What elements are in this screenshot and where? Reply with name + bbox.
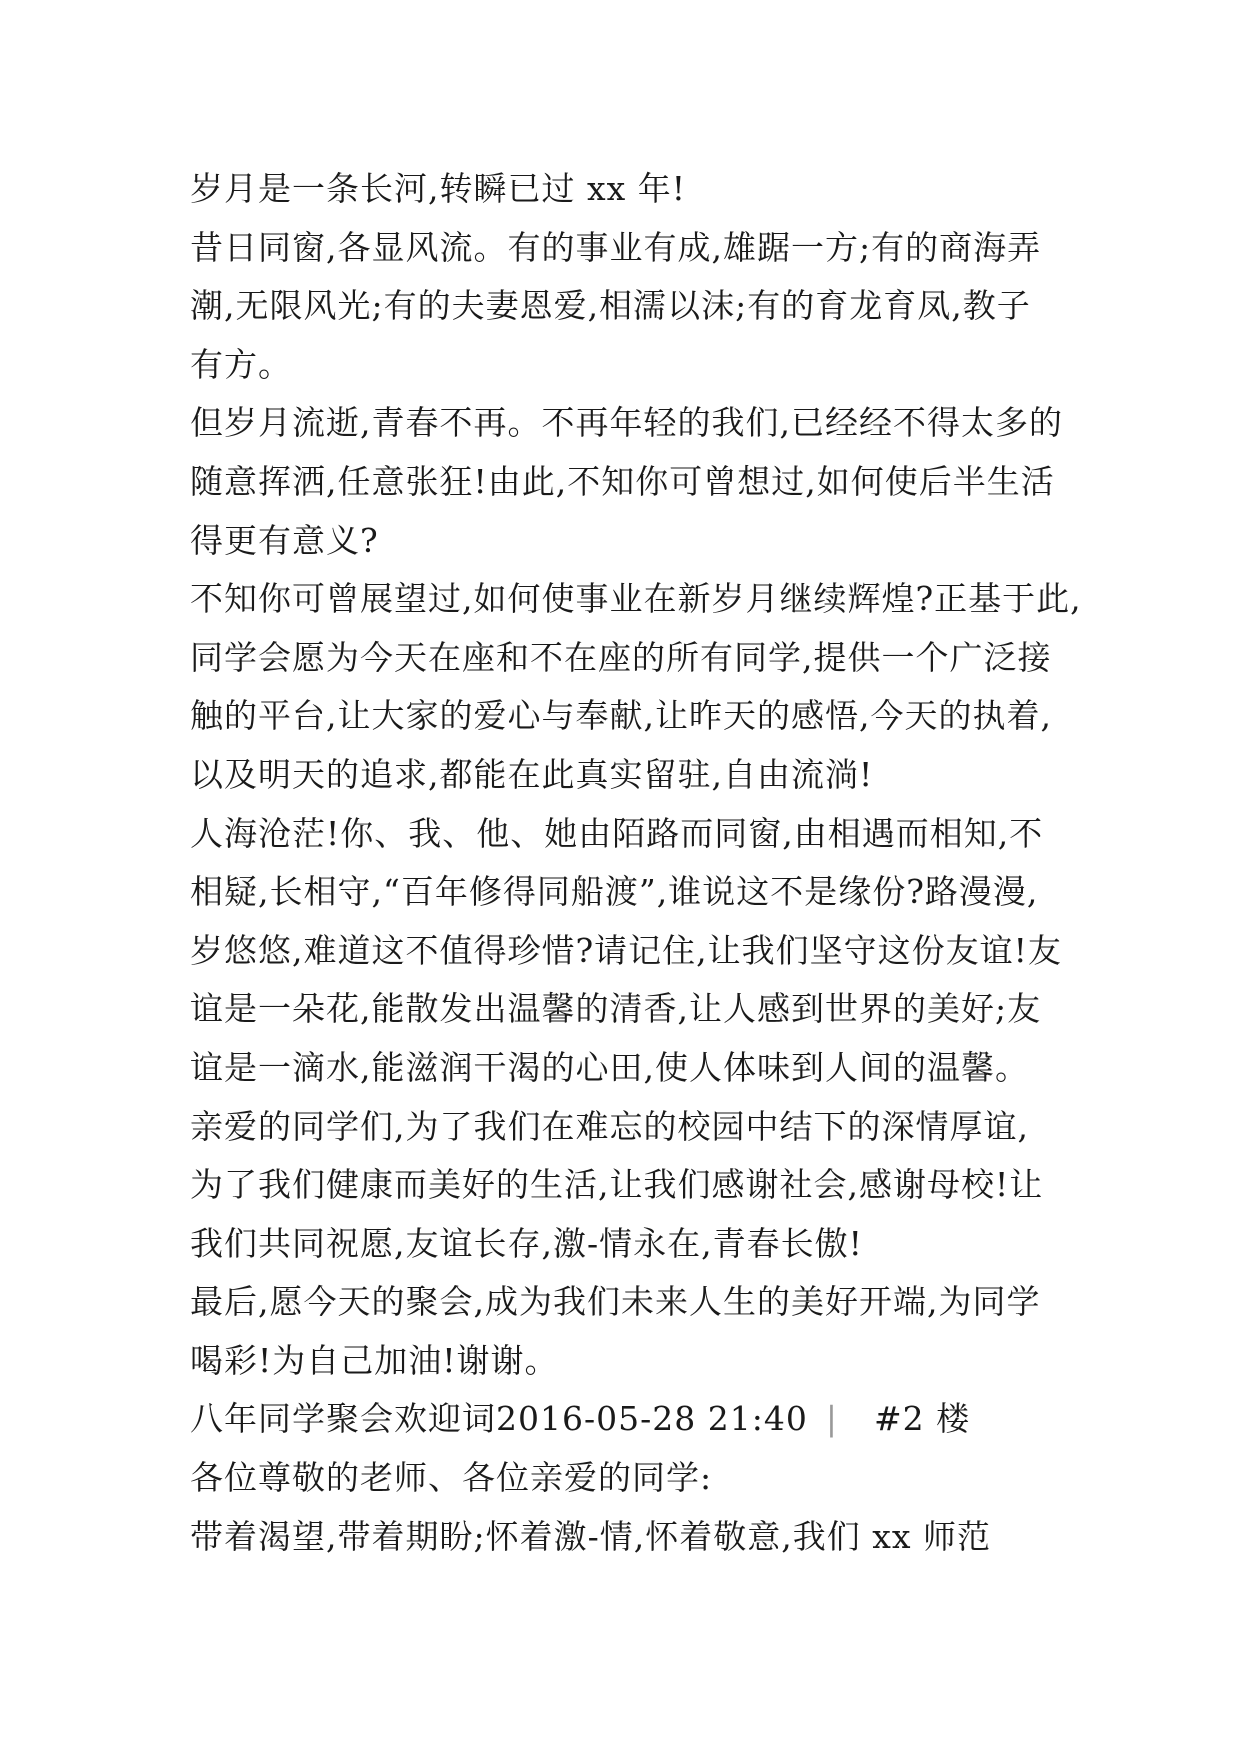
- text-line: 潮,无限风光;有的夫妻恩爱,相濡以沫;有的育龙育凤,教子: [190, 286, 1031, 326]
- text-line: 有方。: [190, 344, 292, 384]
- post-floor: #2 楼: [873, 1399, 971, 1439]
- text-line: 人海沧茫!你、我、他、她由陌路而同窗,由相遇而相知,不: [190, 813, 1044, 853]
- text-line: 得更有意义?: [190, 520, 379, 560]
- text-line: 岁月是一条长河,转瞬已过 xx 年!: [190, 169, 686, 208]
- text-line: 昔日同窗,各显风流。有的事业有成,雄踞一方;有的商海弄: [190, 227, 1042, 267]
- text-line: 最后,愿今天的聚会,成为我们未来人生的美好开端,为同学: [190, 1282, 1041, 1322]
- post-datetime: 2016-05-28 21:40: [496, 1399, 808, 1439]
- text-line: 谊是一滴水,能滋润干渴的心田,使人体味到人间的温馨。: [190, 1047, 1029, 1087]
- post-header: [190, 1390, 1070, 1449]
- document-body: [190, 160, 1082, 1566]
- text-line: 喝彩!为自己加油!谢谢。: [190, 1340, 559, 1380]
- text-line: 触的平台,让大家的爱心与奉献,让昨天的感悟,今天的执着,: [190, 696, 1052, 736]
- text-line: 随意挥洒,任意张狂!由此,不知你可曾想过,如何使后半生活: [190, 461, 1055, 501]
- text-line: 同学会愿为今天在座和不在座的所有同学,提供一个广泛接: [190, 637, 1052, 677]
- text-line: 为了我们健康而美好的生活,让我们感谢社会,感谢母校!让: [190, 1165, 1044, 1205]
- post-separator: |: [825, 1399, 838, 1439]
- text-line: 各位尊敬的老师、各位亲爱的同学:: [190, 1458, 713, 1498]
- text-line: 不知你可曾展望过,如何使事业在新岁月继续辉煌?正基于此,: [190, 579, 1082, 619]
- text-line: 但岁月流逝,青春不再。不再年轻的我们,已经经不得太多的: [190, 403, 1063, 443]
- text-line: 以及明天的追求,都能在此真实留驻,自由流淌!: [190, 754, 874, 794]
- text-line: 相疑,长相守,“百年修得同船渡”,谁说这不是缘份?路漫漫,: [190, 872, 1039, 912]
- text-line: 亲爱的同学们,为了我们在难忘的校园中结下的深情厚谊,: [190, 1106, 1029, 1146]
- post-title: 八年同学聚会欢迎词: [190, 1399, 496, 1439]
- text-line: 谊是一朵花,能散发出温馨的清香,让人感到世界的美好;友: [190, 989, 1042, 1029]
- text-line: 我们共同祝愿,友谊长存,激-情永在,青春长傲!: [190, 1223, 863, 1263]
- text-line: 岁悠悠,难道这不值得珍惜?请记住,让我们坚守这份友谊!友: [190, 930, 1062, 970]
- text-line: 带着渴望,带着期盼;怀着激-情,怀着敬意,我们 xx 师范: [190, 1516, 991, 1556]
